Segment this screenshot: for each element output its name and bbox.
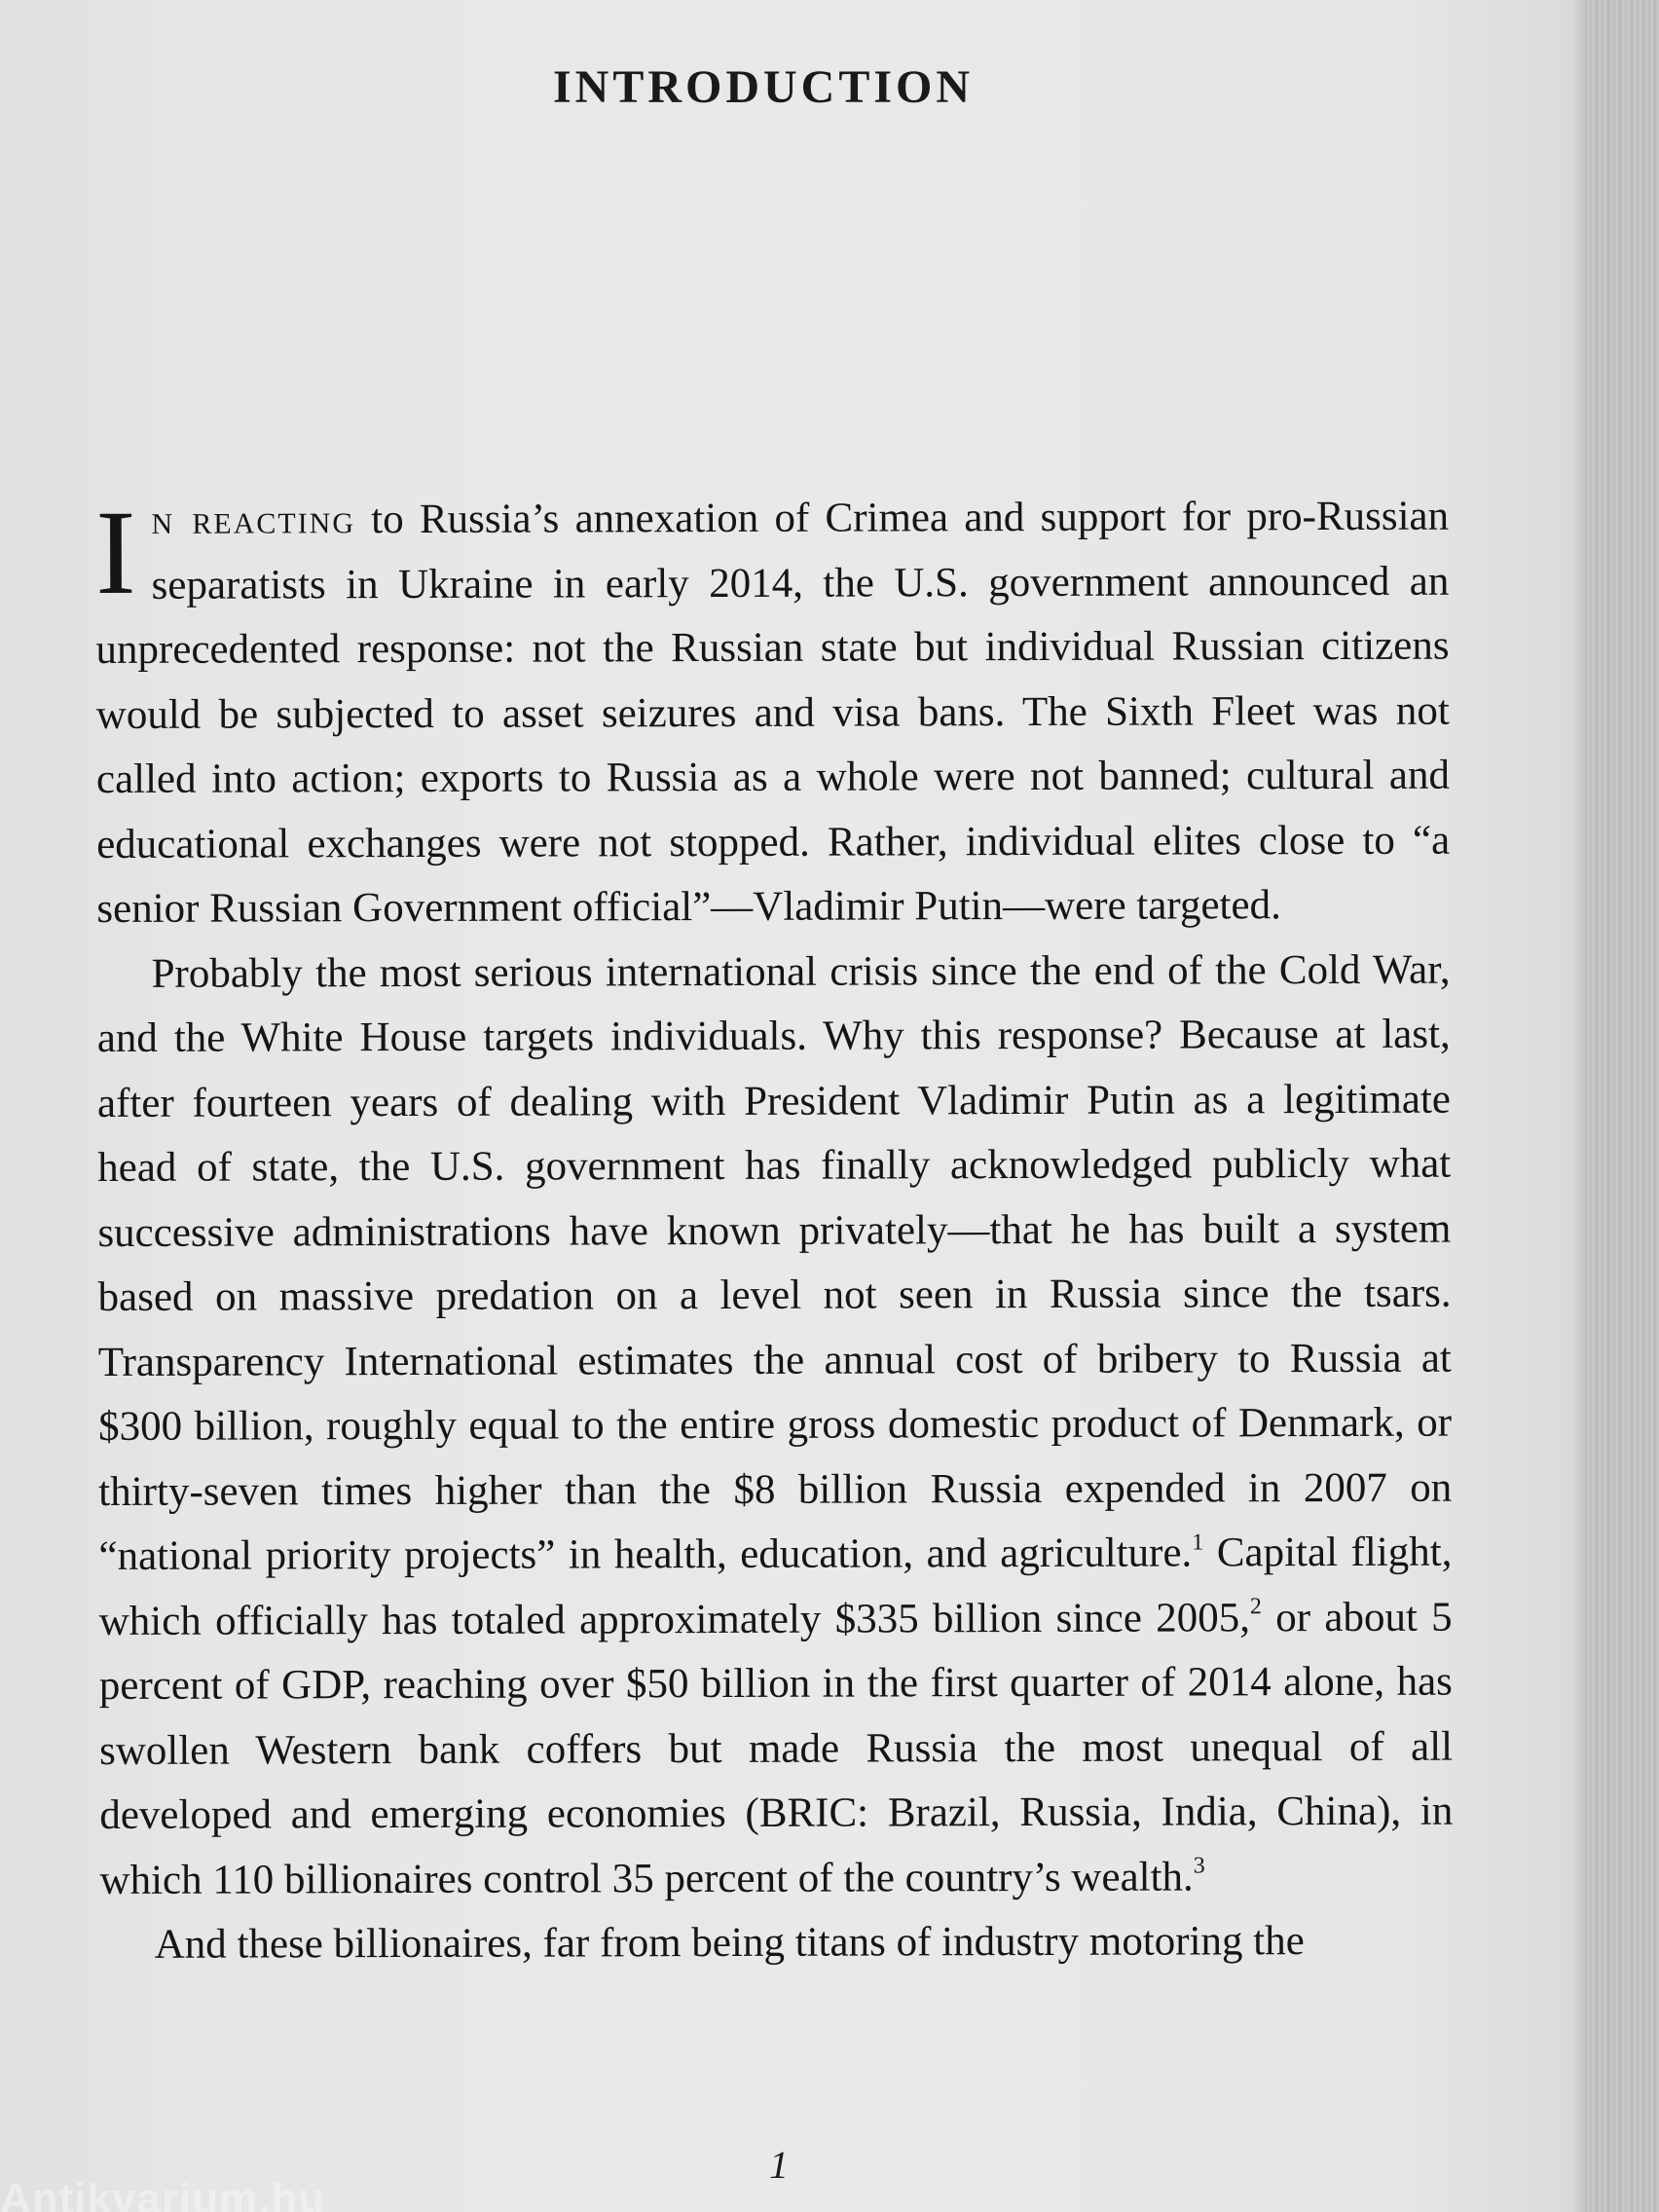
footnote-ref-2[interactable]: 2	[1249, 1594, 1262, 1620]
footnote-ref-3[interactable]: 3	[1193, 1853, 1205, 1879]
chapter-title: INTRODUCTION	[552, 61, 975, 113]
paragraph-1-text: to Russia’s annexation of Crimea and support for pro-Russian separatists in Ukraine in early 2014, the U.S. government announced an unprecedented response: not the Russian state but individual Russian citizens would be subjected to asset seizures and visa bans. The Sixth Fleet was not called into action; exports to Russia as a whole were not banned; cultural and educational exchanges were not stopped. Rather, individual elites close to “a senior Russian Government official”—Vladimir Putin—were targeted.	[95, 493, 1451, 932]
paragraph-2	[96, 938, 1453, 1913]
watermark: Antikvarium.hu	[0, 2175, 326, 2212]
paragraph-3	[100, 1909, 1454, 1978]
page-edge-stack	[1585, 0, 1659, 2212]
paragraph-2-text-b: Capital flight, which officially has totaled approximately $335 billion since 2005,	[98, 1529, 1453, 1644]
page-number: 1	[769, 2143, 789, 2187]
lead-in-small-caps: n reacting	[151, 497, 356, 543]
body-text	[95, 485, 1454, 1978]
drop-cap: I	[94, 485, 136, 619]
paragraph-1	[95, 485, 1450, 942]
paragraph-3-text: And these billionaires, far from being titans of industry motoring the	[154, 1918, 1305, 1968]
footnote-ref-1[interactable]: 1	[1192, 1530, 1204, 1556]
paragraph-2-text-a: Probably the most serious international crisis since the end of the Cold War, and the White House targets individuals. Why this response? Because at last, after fourteen years of dealing with President Vladimir Putin as a legitimate head of state, the U.S. government has finally acknowledged publicly what successive administrations have known privately—that he has built a system based on massive predation on a level not seen in Russia since the tsars. Transparency International estimates the annual cost of bribery to Russia at $300 billion, roughly equal to the entire gross domestic product of Denmark, or thirty-seven times higher than the $8 billion Russia expended in 2007 on “national priority projects” in health, education, and agriculture.	[96, 946, 1453, 1579]
paragraph-2-text-c: or about 5 percent of GDP, reaching over $50 billion in the first quarter of 2014 alone, has swollen Western bank coffers but made Russia the most unequal of all developed and emerging economies (BRIC: Brazil, Russia, India, China), in which 110 billionaires control 35 percent of the country’s wealth.	[98, 1594, 1454, 1903]
